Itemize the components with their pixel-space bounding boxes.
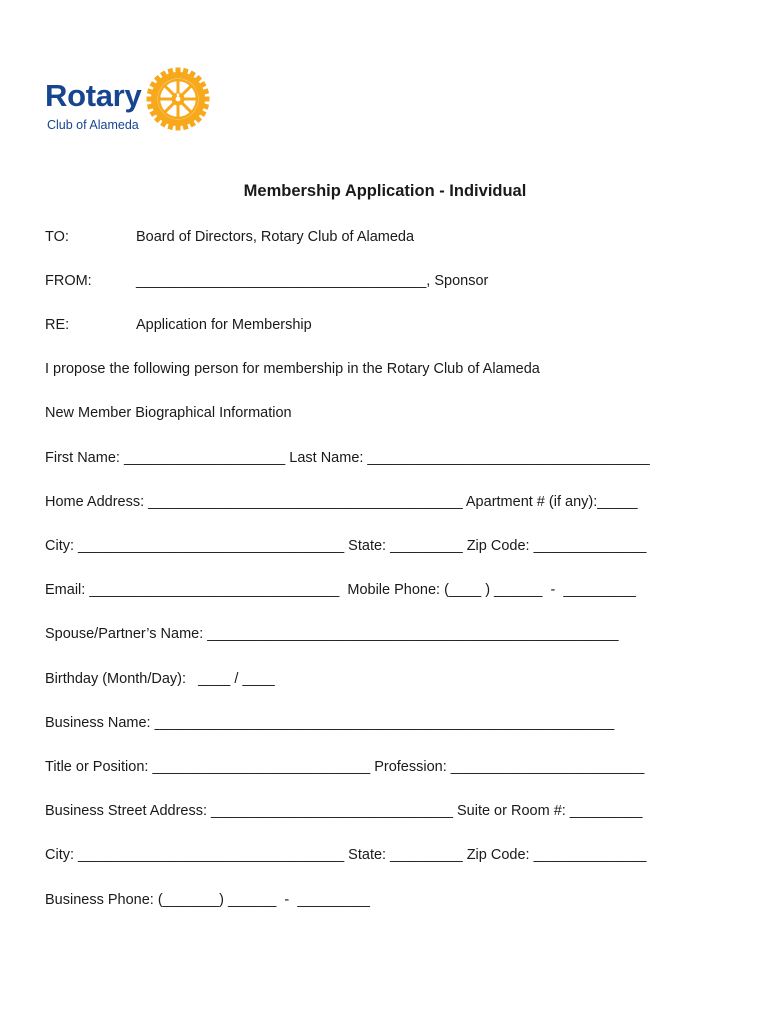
business-address-field[interactable]: Business Street Address: ______________________________ Suite or Room #: _________ — [45, 803, 643, 819]
from-label: FROM: — [45, 273, 92, 289]
to-label: TO: — [45, 229, 69, 245]
email-phone-fields[interactable]: Email: _______________________________ Mobile Phone: (____ ) ______ - _________ — [45, 582, 636, 598]
name-fields[interactable]: First Name: ____________________ Last Name: ___________________________________ — [45, 450, 650, 466]
city-state-zip-fields[interactable]: City: _________________________________ State: _________ Zip Code: ______________ — [45, 538, 647, 554]
page-title: Membership Application - Individual — [243, 182, 527, 200]
birthday-field[interactable]: Birthday (Month/Day): ____ / ____ — [45, 671, 275, 687]
spouse-field[interactable]: Spouse/Partner’s Name: ___________________________________________________ — [45, 626, 619, 642]
title-profession-fields[interactable]: Title or Position: ___________________________ Profession: ________________________ — [45, 759, 645, 775]
section-heading: New Member Biographical Information — [45, 405, 292, 421]
business-phone-field[interactable]: Business Phone: (_______) ______ - _________ — [45, 892, 370, 908]
re-value: Application for Membership — [136, 317, 312, 333]
re-label: RE: — [45, 317, 70, 333]
rotary-wheel-icon — [145, 66, 211, 132]
intro-text: I propose the following person for membership in the Rotary Club of Alameda — [45, 361, 540, 377]
business-name-field[interactable]: Business Name: _________________________________________________________ — [45, 715, 615, 731]
business-city-state-zip-fields[interactable]: City: _________________________________ State: _________ Zip Code: ______________ — [45, 847, 647, 863]
from-field[interactable]: ____________________________________, Sponsor — [136, 273, 489, 289]
rotary-logo — [45, 66, 215, 138]
home-address-field[interactable]: Home Address: _______________________________________ Apartment # (if any):_____ — [45, 494, 638, 510]
logo-wordmark: Rotary — [45, 78, 142, 113]
to-value: Board of Directors, Rotary Club of Alameda — [136, 229, 415, 245]
logo-subtitle: Club of Alameda — [47, 118, 139, 132]
